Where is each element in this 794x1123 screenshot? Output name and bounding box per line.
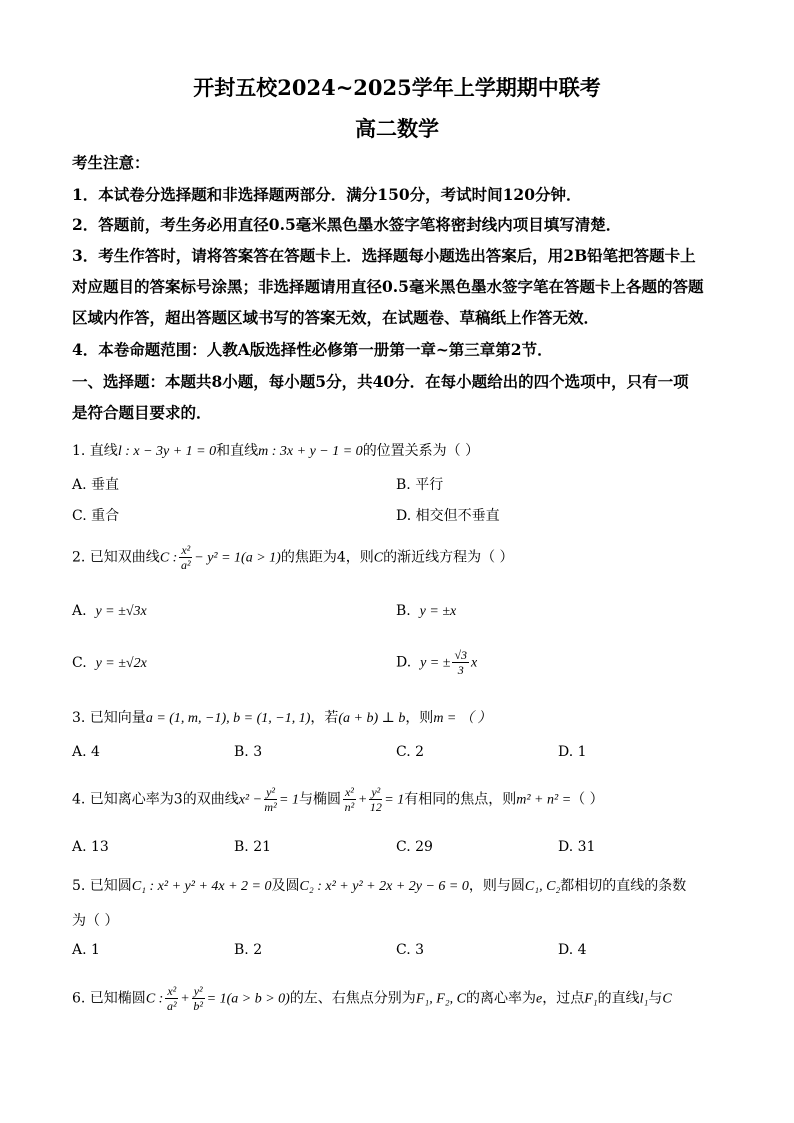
q1-option-b: B. 平行 <box>396 477 444 493</box>
exam-title: 开封五校2024~2025学年上学期期中联考 <box>193 75 601 100</box>
question-5: 5. 已知圆C₁ : x² + y² + 4x + 2 = 0及圆C₂ : x² + y² + 2x + 2y − 6 = 0，则与圆C₁, C₂都相切的直线的条数 <box>72 878 687 894</box>
notice-item-3: 3．考生作答时，请将答案答在答题卡上．选择题每小题选出答案后，用2B铅笔把答题卡上 <box>72 246 696 265</box>
q1-option-a: A. 垂直 <box>72 477 120 493</box>
question-6: 6. 已知椭圆C : $\frac{\text{x²}}{\text{a²}}$ + $\frac{\text{y²}}{\text{b²}}$ = 1(a > b > 0)的左、右焦点分别为F₁, F₂, C的离心率为e，过点F₁的直线l₁与C <box>72 984 672 1013</box>
notice-item-3-cont-1: 对应题目的答案标号涂黑；非选择题请用直径0.5毫米黑色墨水签字笔在答题卡上各题的答题 <box>72 277 704 296</box>
q3-option-d: D. 1 <box>558 744 587 760</box>
q5-option-a: A. 1 <box>72 942 100 958</box>
q2-option-a: A. y = ±√3x <box>72 603 147 619</box>
question-1: 1. 直线l : x − 3y + 1 = 0和直线m : 3x + y − 1 = 0的位置关系为（ ） <box>72 443 480 459</box>
q3-option-b: B. 3 <box>234 744 263 760</box>
q5-option-b: B. 2 <box>234 942 263 958</box>
question-5-cont: 为（ ） <box>72 913 119 929</box>
notice-item-3-cont-2: 区域内作答，超出答题区域书写的答案无效，在试题卷、草稿纸上作答无效． <box>72 308 600 327</box>
section-heading: 一、选择题：本题共8小题，每小题5分，共40分．在每小题给出的四个选项中，只有一项 <box>72 372 689 391</box>
notice-item-1: 1．本试卷分选择题和非选择题两部分．满分150分，考试时间120分钟． <box>72 185 582 204</box>
q3-option-c: C. 2 <box>396 744 425 760</box>
q4-option-c: C. 29 <box>396 839 433 855</box>
question-4: 4. 已知离心率为3的双曲线x² − $\frac{\text{y²}}{\text{m²}}$ = 1与椭圆 $\frac{\text{x²}}{\text{n²}}$ + $\frac{\text{y²}}{12}$ = 1有相同的焦点，则m² + n² =（ ） <box>72 785 604 814</box>
section-heading-cont: 是符合题目要求的． <box>72 403 212 422</box>
q2-option-d: D. y = ± $\frac{√3}{3}$ x <box>396 648 478 677</box>
q2-option-c: C. y = ±√2x <box>72 655 147 671</box>
q1-option-c: C. 重合 <box>72 508 120 524</box>
q4-option-d: D. 31 <box>558 839 596 855</box>
q5-option-c: C. 3 <box>396 942 425 958</box>
q4-option-a: A. 13 <box>72 839 109 855</box>
notice-item-4: 4．本卷命题范围：人教A版选择性必修第一册第一章~第三章第2节． <box>72 340 553 359</box>
notice-heading: 考生注意： <box>72 153 150 172</box>
notice-item-2: 2．答题前，考生务必用直径0.5毫米黑色墨水签字笔将密封线内项目填写清楚． <box>72 215 622 234</box>
q1-option-d: D. 相交但不垂直 <box>396 508 500 524</box>
q3-option-a: A. 4 <box>72 744 100 760</box>
question-2: 2. 已知双曲线C : $\frac{\text{x²}}{\text{a²}}$ − y² = 1(a > 1)的焦距为4，则C的渐近线方程为（ ） <box>72 543 514 572</box>
q2-option-b: B. y = ±x <box>396 603 457 619</box>
q5-option-d: D. 4 <box>558 942 587 958</box>
q4-option-b: B. 21 <box>234 839 272 855</box>
subject-title: 高二数学 <box>355 116 439 141</box>
question-3: 3. 已知向量a = (1, m, −1), b = (1, −1, 1)，若(a + b) ⊥ b，则m = （ ） <box>72 710 492 726</box>
